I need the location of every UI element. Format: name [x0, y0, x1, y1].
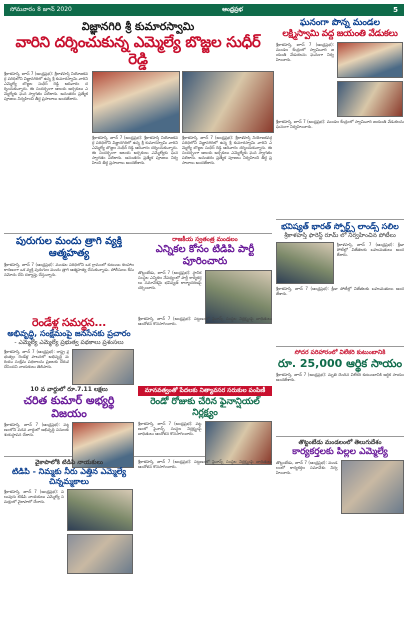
two-body: శ్రీకాళహస్తి, జూన్ 7 (ఆంధ్రప్రభ): రాష్ట్ర ప్రభుత్వం రెండేళ్ల పాలనలో అభివృద్ధి మరియు సంక్షేమ పథకాలను ప్రజలకు చేరువ చేసిందని నాయకులు తెలిపారు. [4, 349, 70, 369]
right-top-photo-1 [337, 42, 403, 78]
brand-name: ఆంధ్రప్రభ [222, 6, 243, 13]
middle-redbar: మానవత్వంతో పేదలకు నిత్యావసర సరుకుల పంపిణీ [138, 386, 272, 396]
local-body: తొట్టంబేడు, జూన్ 7 (ఆంధ్రప్రభ): స్థానిక సంస్థల ఎన్నికల నేపథ్యంలో పార్టీ కార్యకర్తలు సమావేశమై భవిష్యత్ కార్యాచరణపై చర్చించారు. [138, 270, 202, 290]
story-middle-cont [138, 459, 272, 605]
right-section [276, 18, 404, 516]
right-bottom-photo [341, 460, 405, 514]
main-body-col1: శ్రీకాళహస్తి, జూన్ 7 (ఆంధ్రప్రభ): శ్రీకాళహస్తి నియోజకవర్గ పరిధిలోని విజ్ఞానగిరిలో ఉన్న శ్రీ కుమారస్వామి వారిని ఎమ్మెల్యే బొజ్జల సుధీర్ రెడ్డి ఆదివారం దర్శించుకున్నారు. ఈ సందర్భంగా ఆలయ అర్చకులు ఎమ్మెల్యేకు ఘన స్వాగతం పలికారు. అనంతరం ప్రత్యేక పూజలు నిర్వహించి తీర్థ ప్రసాదాలు అందజేశారు. [4, 71, 88, 101]
main-photo-1 [92, 71, 180, 133]
ward-body: శ్రీకాళహస్తి, జూన్ 7 (ఆంధ్రప్రభ): పట్టణంలోని పదవ వార్డులో అభివృద్ధి పనులకు శంకుస్థాపన చేశారు. [4, 422, 70, 437]
row-three [4, 316, 272, 386]
right-mid-headline: భవిష్యత్ భారత్ స్పోర్ట్స్ లాండ్స్ సలిల [281, 222, 399, 231]
story-two-years [4, 316, 134, 385]
local-headline: ఎన్నికల కోసం టిడిపి పార్టీ పూరించారు [155, 244, 255, 267]
divider [4, 233, 272, 234]
right-aid-body: శ్రీకాళహస్తి, జూన్ 7 (ఆంధ్రప్రభ): మృతి చెందిన విలేకరి కుటుంబానికి ఆర్థిక సాయం అందజేశారు. [276, 372, 404, 382]
main-body-col3: శ్రీకాళహస్తి, జూన్ 7 (ఆంధ్రప్రభ): శ్రీకాళహస్తి నియోజకవర్గ పరిధిలోని విజ్ఞానగిరిలో ఉన్న శ్రీ కుమారస్వామి వారిని ఎమ్మెల్యే బొజ్జల సుధీర్ రెడ్డి ఆదివారం దర్శించుకున్నారు. ఈ సందర్భంగా ఆలయ అర్చకులు ఎమ్మెల్యేకు ఘన స్వాగతం పలికారు. అనంతరం ప్రత్యేక పూజలు నిర్వహించి తీర్థ ప్రసాదాలు అందజేశారు. [182, 135, 272, 165]
village-headline: పురుగుల మందు త్రాగి వ్యక్తి ఆత్మహత్య [16, 236, 122, 259]
story-middle-main [138, 386, 272, 465]
right-top-headline: లక్ష్మిస్వామి వద్ద జయంతి వేడుకలు [282, 29, 398, 39]
right-mid-photo [276, 242, 334, 284]
middle-headline: రెండో రోజుకు చేరిన ఫైనాన్షియల్ నిర్లక్ష్యం [150, 397, 260, 418]
story-bottom [4, 459, 134, 609]
right-mid-body: శ్రీకాళహస్తి, జూన్ 7 (ఆంధ్రప్రభ): క్రీడా పోటీల్లో విజేతలకు బహుమతులు అందజేశారు. [336, 242, 404, 257]
story-middle [138, 316, 272, 382]
right-bottom-body: తొట్టంబేడు, జూన్ 7 (ఆంధ్రప్రభ): మండలంలో కార్యకర్తల సమావేశం నిర్వహించారు. [276, 460, 338, 475]
ward-kicker: 10 వ వార్డులో రూ.7.11 లక్షలు [30, 386, 108, 393]
bottom-headline: టిడిపి - నిమ్మకు నీరు ఎత్తిన ఎమ్మెల్యే చిన్నమ్మకాలు [12, 467, 126, 486]
row-four [4, 386, 272, 456]
main-kicker: విజ్ఞానగిరి శ్రీ కుమారస్వామి [81, 20, 195, 33]
village-body: శ్రీకాళహస్తి, జూన్ 7 (ఆంధ్రప్రభ): మండల పరిధిలోని ఒక గ్రామంలో కుటుంబ కలహాల కారణంగా ఒక వ్యక్తి పురుగుల మందు త్రాగి ఆత్మహత్య చేసుకున్నాడు. పోలీసులు కేసు నమోదు చేసి దర్యాప్తు చేస్తున్నారు. [4, 262, 134, 277]
left-section [4, 18, 272, 609]
bottom-photo-1 [67, 489, 133, 531]
middle-body: శ్రీకాళహస్తి, జూన్ 7 (ఆంధ్రప్రభ): పట్టణంలో ఫైనాన్స్ సంస్థల నిర్లక్ష్యంపై బాధితులు ఆందోళన కొనసాగించారు. [138, 421, 202, 436]
divider [276, 346, 404, 347]
right-top-body: శ్రీకాళహస్తి, జూన్ 7 (ఆంధ్రప్రభ): మండల కేంద్రంలో స్వామివారి జయంతి వేడుకలను ఘనంగా నిర్వహించారు. [276, 42, 334, 62]
right-bottom-kicker: తొట్టంబేడు మండలంలో తెలుగుదేశం [298, 439, 382, 446]
two-subhead: అభివృద్ధి, సంక్షేమంపై జనసేనకు ప్రచారం [7, 329, 131, 338]
middle-prelude-body: శ్రీకాళహస్తి, జూన్ 7 (ఆంధ్రప్రభ): పట్టణంలో ఫైనాన్స్ సంస్థల నిర్లక్ష్యంపై బాధితులు ఆందోళన కొనసాగించారు. [138, 316, 272, 326]
right-aid-kicker: సోదర పరిహారంలో విలేకరి కుటుంబానికి [294, 349, 386, 356]
right-top-photo-2 [337, 81, 403, 117]
bottom-kicker: వైకాపాలోకి టిడిపి నాయకులు [35, 459, 103, 466]
right-aid-headline: రూ. 25,000 ఆర్థిక సాయం [277, 357, 403, 370]
local-kicker: రాజకీయ స్వతంత్ర మండలం [172, 236, 238, 243]
right-top-body-2: శ్రీకాళహస్తి, జూన్ 7 (ఆంధ్రప్రభ): మండల కేంద్రంలో స్వామివారి జయంతి వేడుకలను ఘనంగా నిర్వహించారు. [276, 119, 404, 129]
middle-cont-body: శ్రీకాళహస్తి, జూన్ 7 (ఆంధ్రప్రభ): పట్టణంలో ఫైనాన్స్ సంస్థల నిర్లక్ష్యంపై బాధితులు ఆందోళన కొనసాగించారు. [138, 459, 272, 469]
main-story-block [4, 71, 272, 233]
bottom-photo-2 [67, 534, 133, 574]
right-bottom-headline: కార్యకర్తలకు పిల్లల ఎమ్మెల్యే [292, 447, 388, 457]
masthead-bar [4, 4, 404, 16]
issue-date: సోమవారం 8 జూన్ 2020 [10, 6, 72, 13]
two-byline: - ఎమ్మెల్యే ఎమ్మెల్యే ప్రభుత్వ పథకాలు ప్రశంసలు [14, 339, 124, 346]
main-photo-2 [182, 71, 274, 133]
ward-headline: చరిత కుమార్ అభ్యర్థి విజయం [23, 394, 115, 420]
page-body [4, 18, 404, 626]
divider [276, 436, 404, 437]
main-body-col2: శ్రీకాళహస్తి, జూన్ 7 (ఆంధ్రప్రభ): శ్రీకాళహస్తి నియోజకవర్గ పరిధిలోని విజ్ఞానగిరిలో ఉన్న శ్రీ కుమారస్వామి వారిని ఎమ్మెల్యే బొజ్జల సుధీర్ రెడ్డి ఆదివారం దర్శించుకున్నారు. ఈ సందర్భంగా ఆలయ అర్చకులు ఎమ్మెల్యేకు ఘన స్వాగతం పలికారు. అనంతరం ప్రత్యేక పూజలు నిర్వహించి తీర్థ ప్రసాదాలు అందజేశారు. [92, 135, 178, 165]
right-mid-sub: శ్రీకాళహస్తి ఫారెస్ట్ రూమ్ లో నిర్వహించిన పోటీలు [284, 232, 396, 239]
row-five [4, 459, 272, 609]
divider [276, 219, 404, 220]
story-ward [4, 386, 134, 468]
two-headline: రెండేళ్ల సమర్థన... [31, 316, 106, 329]
bottom-body: శ్రీకాళహస్తి, జూన్ 7 (ఆంధ్రప్రభ): పలువురు టిడిపి నాయకులు ఎమ్మెల్యే సమక్షంలో వైకాపాలో చేరారు. [4, 489, 64, 504]
two-photo [72, 349, 134, 385]
right-mid-body-2: శ్రీకాళహస్తి, జూన్ 7 (ఆంధ్రప్రభ): క్రీడా పోటీల్లో విజేతలకు బహుమతులు అందజేశారు. [276, 286, 404, 296]
row-two [4, 236, 272, 316]
right-top-kicker: ఘనంగా పొన్న మండల [300, 18, 380, 28]
story-local [138, 236, 272, 326]
story-village [4, 236, 134, 324]
page-number: 5 [393, 6, 404, 14]
main-headline: వారిని దర్శించుకున్న ఎమ్మెల్యే బొజ్జల సుధీర్ రెడ్డి [15, 33, 261, 68]
